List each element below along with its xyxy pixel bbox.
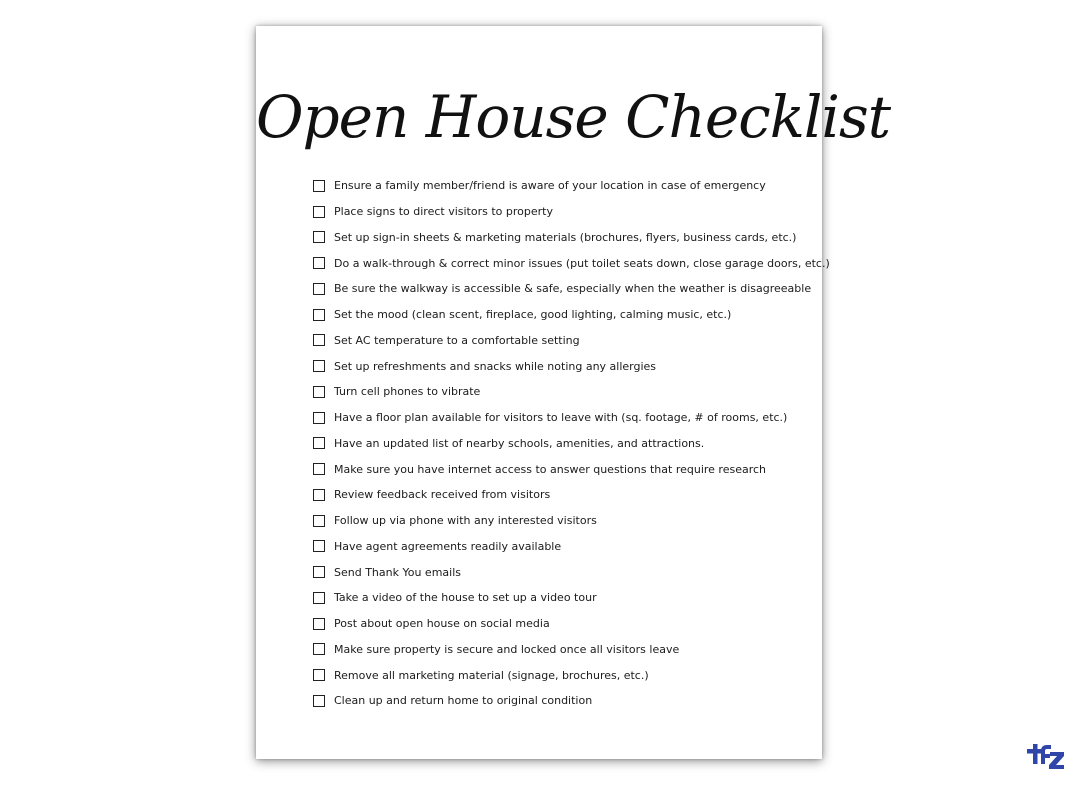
- checklist-item: [313, 276, 830, 302]
- checklist-item: [313, 173, 830, 199]
- checklist-item: [313, 250, 830, 276]
- checklist-item-label: Make sure property is secure and locked once all visitors leave: [334, 642, 680, 656]
- page-title: Open House Checklist: [256, 83, 891, 151]
- checklist-item: [313, 353, 830, 379]
- checklist-item: [313, 199, 830, 225]
- checklist-item: [313, 405, 830, 431]
- checklist-page: [256, 26, 891, 759]
- checklist-item: [313, 302, 830, 328]
- checklist-item-label: Follow up via phone with any interested visitors: [334, 514, 597, 528]
- checkbox[interactable]: [313, 669, 325, 681]
- checkbox[interactable]: [313, 463, 325, 475]
- checklist-item: [313, 379, 830, 405]
- brand-plus-vertical: [1033, 744, 1038, 764]
- checklist-item-label: Set up refreshments and snacks while noting any allergies: [334, 359, 657, 373]
- checkbox[interactable]: [313, 540, 325, 552]
- checklist-item-label: Review feedback received from visitors: [334, 488, 551, 502]
- checkbox[interactable]: [313, 618, 325, 630]
- checklist-item-label: Take a video of the house to set up a video tour: [334, 591, 597, 605]
- checkbox[interactable]: [313, 231, 325, 243]
- checkbox[interactable]: [313, 643, 325, 655]
- checklist-item: [313, 637, 830, 663]
- checklist-item-label: Turn cell phones to vibrate: [334, 385, 481, 399]
- checklist-item-label: Set up sign-in sheets & marketing materials (brochures, flyers, business cards, etc.): [334, 230, 797, 244]
- checkbox[interactable]: [313, 334, 325, 346]
- checklist-item-label: Remove all marketing material (signage, brochures, etc.): [334, 668, 649, 682]
- checklist: [313, 173, 830, 714]
- checkbox[interactable]: [313, 257, 325, 269]
- checklist-item-label: Be sure the walkway is accessible & safe, especially when the weather is disagreeable: [334, 282, 812, 296]
- checklist-item: [313, 585, 830, 611]
- checklist-item-label: Do a walk-through & correct minor issues (put toilet seats down, close garage doors, etc.): [334, 256, 830, 270]
- checklist-item: [313, 662, 830, 688]
- brand-logo: [1024, 738, 1068, 772]
- checklist-item-label: Ensure a family member/friend is aware of your location in case of emergency: [334, 179, 766, 193]
- checkbox[interactable]: [313, 592, 325, 604]
- brand-z-stroke: [1049, 752, 1064, 769]
- checklist-item: [313, 534, 830, 560]
- checklist-item: [313, 482, 830, 508]
- checklist-item: [313, 456, 830, 482]
- brand-f-stroke: [1041, 745, 1051, 764]
- checklist-item-label: Have a floor plan available for visitors to leave with (sq. footage, # of rooms, etc.): [334, 411, 788, 425]
- checkbox[interactable]: [313, 489, 325, 501]
- checklist-item: [313, 611, 830, 637]
- checklist-item-label: Have agent agreements readily available: [334, 539, 562, 553]
- checklist-item-label: Clean up and return home to original condition: [334, 694, 593, 708]
- checklist-item-label: Send Thank You emails: [334, 565, 461, 579]
- checklist-item-label: Set the mood (clean scent, fireplace, good lighting, calming music, etc.): [334, 308, 732, 322]
- checkbox[interactable]: [313, 283, 325, 295]
- checkbox[interactable]: [313, 386, 325, 398]
- checklist-item-label: Place signs to direct visitors to property: [334, 205, 553, 219]
- checklist-item-label: Make sure you have internet access to answer questions that require research: [334, 462, 767, 476]
- checkbox[interactable]: [313, 360, 325, 372]
- brand-plus-horizontal: [1027, 749, 1043, 754]
- checklist-item: [313, 508, 830, 534]
- checkbox[interactable]: [313, 309, 325, 321]
- checklist-item-label: Set AC temperature to a comfortable setting: [334, 333, 580, 347]
- checkbox[interactable]: [313, 515, 325, 527]
- checkbox[interactable]: [313, 412, 325, 424]
- checklist-item: [313, 559, 830, 585]
- checkbox[interactable]: [313, 695, 325, 707]
- checklist-item: [313, 328, 830, 354]
- checkbox[interactable]: [313, 437, 325, 449]
- checkbox[interactable]: [313, 180, 325, 192]
- checklist-item: [313, 225, 830, 251]
- checklist-item-label: Have an updated list of nearby schools, amenities, and attractions.: [334, 436, 705, 450]
- checkbox[interactable]: [313, 566, 325, 578]
- checklist-item-label: Post about open house on social media: [334, 617, 550, 631]
- checkbox[interactable]: [313, 206, 325, 218]
- checklist-item: [313, 431, 830, 457]
- checklist-item: [313, 688, 830, 714]
